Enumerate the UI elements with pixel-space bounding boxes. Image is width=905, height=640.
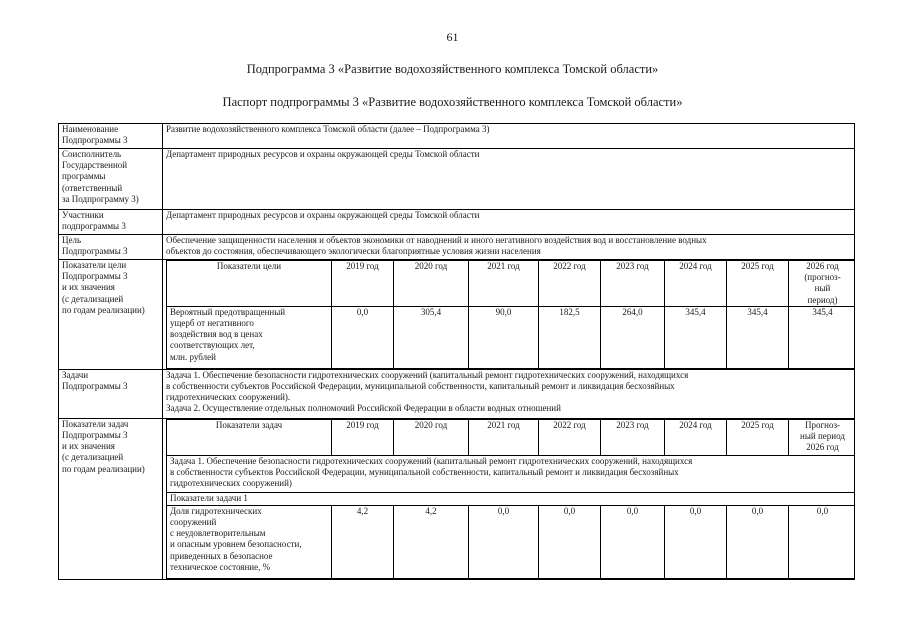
- row-participants: [59, 210, 855, 235]
- row-participants-label: Участники подпрограммы 3: [59, 210, 163, 235]
- task-header-2019: 2019 год: [332, 419, 394, 455]
- header-2024: 2024 год: [665, 261, 727, 307]
- task-header-2022: 2022 год: [539, 419, 601, 455]
- goal-value-2023: 264,0: [601, 306, 665, 368]
- row-tasks: [59, 369, 855, 418]
- row-goal-label: Цель Подпрограммы 3: [59, 235, 163, 260]
- row-name-value: Развитие водохозяйственного комплекса Томской области (далее – Подпрограмма 3): [163, 124, 855, 149]
- goal-value-2025: 345,4: [727, 306, 789, 368]
- goal-value-2024: 345,4: [665, 306, 727, 368]
- row-goal-value: Обеспечение защищенности населения и объектов экономики от наводнений и иного негативного воздействия вод и восстановление водных объектов до состояния, обеспечивающего экологически благоприятные условия жизни населения: [163, 235, 855, 260]
- header-2025: 2025 год: [727, 261, 789, 307]
- task-2: Задача 2. Осуществление отдельных полномочий Российской Федерации в области водных отношений: [166, 403, 561, 414]
- header-2020: 2020 год: [394, 261, 469, 307]
- goal-indicators-table: [166, 260, 855, 369]
- task-header-2025: 2025 год: [727, 419, 789, 455]
- header-2019: 2019 год: [332, 261, 394, 307]
- header-2026: 2026 год (прогноз- ный период): [789, 261, 855, 307]
- row-coexecutor: [59, 149, 855, 210]
- row-goal: [59, 235, 855, 260]
- subprogram-title: Подпрограмма 3 «Развитие водохозяйственного комплекса Томской области»: [246, 62, 659, 76]
- task-value-2019: 4,2: [332, 505, 394, 578]
- task-1: Задача 1. Обеспечение безопасности гидротехнических сооружений (капитальный ремонт гидротехнических сооружений, находящихся: [166, 369, 689, 380]
- row-name-label: Наименование Подпрограммы 3: [59, 124, 163, 149]
- passport-title: Паспорт подпрограммы 3 «Развитие водохозяйственного комплекса Томской области»: [222, 95, 683, 109]
- row-goal-indicators-label: Показатели цели Подпрограммы 3 и их значения (с детализацией по годам реализации): [59, 260, 163, 370]
- row-tasks-label: Задачи Подпрограммы 3: [59, 369, 163, 418]
- task-value-2022: 0,0: [539, 505, 601, 578]
- row-name: [59, 124, 855, 149]
- row-tasks-value: Задача 1. Обеспечение безопасности гидротехнических сооружений (капитальный ремонт гидротехнических сооружений, находящихся в собственности субъектов Российской Федерации, муниципальной собственности, капитальный ремонт и ликвидация бесхозяйных гидротехнических сооружений). Задача 2. Осуществление отдельных полномочий Российской Федерации в области водных отношений: [163, 369, 855, 418]
- goal-value-2020: 305,4: [394, 306, 469, 368]
- header-indicator: Показатели цели: [167, 261, 332, 307]
- passport-table: [58, 123, 855, 580]
- goal-indicator-row: [167, 306, 855, 368]
- row-coexecutor-value: Департамент природных ресурсов и охраны окружающей среды Томской области: [163, 149, 855, 210]
- row-task-indicators: [59, 418, 855, 579]
- goal-value-2021: 90,0: [469, 306, 539, 368]
- task-value-2024: 0,0: [665, 505, 727, 578]
- task-value-2023: 0,0: [601, 505, 665, 578]
- header-2023: 2023 год: [601, 261, 665, 307]
- goal-value-2022: 182,5: [539, 306, 601, 368]
- task-header-indicator: Показатели задач: [167, 419, 332, 455]
- goal-indicator-name: Вероятный предотвращенный ущерб от негативного воздействия вод в ценах соответствующих лет, млн. рублей: [167, 306, 332, 368]
- goal-value-2026: 345,4: [789, 306, 855, 368]
- task1-description-row: [167, 455, 855, 492]
- task-header-2021: 2021 год: [469, 419, 539, 455]
- task-value-2025: 0,0: [727, 505, 789, 578]
- task-value-2020: 4,2: [394, 505, 469, 578]
- task-header-2024: 2024 год: [665, 419, 727, 455]
- task-indicator-row: [167, 505, 855, 578]
- task1-subheader-row: [167, 492, 855, 505]
- row-task-indicators-label: Показатели задач Подпрограммы 3 и их значения (с детализацией по годам реализации): [59, 418, 163, 579]
- task-value-2026: 0,0: [789, 505, 855, 578]
- header-2021: 2021 год: [469, 261, 539, 307]
- task-header-2023: 2023 год: [601, 419, 665, 455]
- row-participants-value: Департамент природных ресурсов и охраны окружающей среды Томской области: [163, 210, 855, 235]
- page-number: 61: [446, 30, 459, 44]
- task1-description: Задача 1. Обеспечение безопасности гидротехнических сооружений (капитальный ремонт гидротехнических сооружений, находящихся в собственности субъектов Российской Федерации, муниципальной собственности, капитальный ремонт и ликвидация бесхозяйных гидротехнических сооружений): [167, 455, 855, 492]
- row-coexecutor-label: Соисполнитель Государственной программы (ответственный за Подпрограмму 3): [59, 149, 163, 210]
- task-indicators-header: [167, 419, 855, 455]
- header-2022: 2022 год: [539, 261, 601, 307]
- task-header-2020: 2020 год: [394, 419, 469, 455]
- task-header-2026: Прогноз- ный период 2026 год: [789, 419, 855, 455]
- goal-value-2019: 0,0: [332, 306, 394, 368]
- task-indicator-name: Доля гидротехнических сооружений с неудовлетворительным и опасным уровнем безопасности, приведенных в безопасное техническое состояние, %: [167, 505, 332, 578]
- task-value-2021: 0,0: [469, 505, 539, 578]
- task-indicators-cell: [163, 418, 855, 579]
- task1-subheader: Показатели задачи 1: [167, 492, 855, 505]
- task-indicators-table: [166, 419, 855, 579]
- goal-indicators-header: [167, 261, 855, 307]
- row-goal-indicators: [59, 260, 855, 370]
- goal-indicators-cell: [163, 260, 855, 370]
